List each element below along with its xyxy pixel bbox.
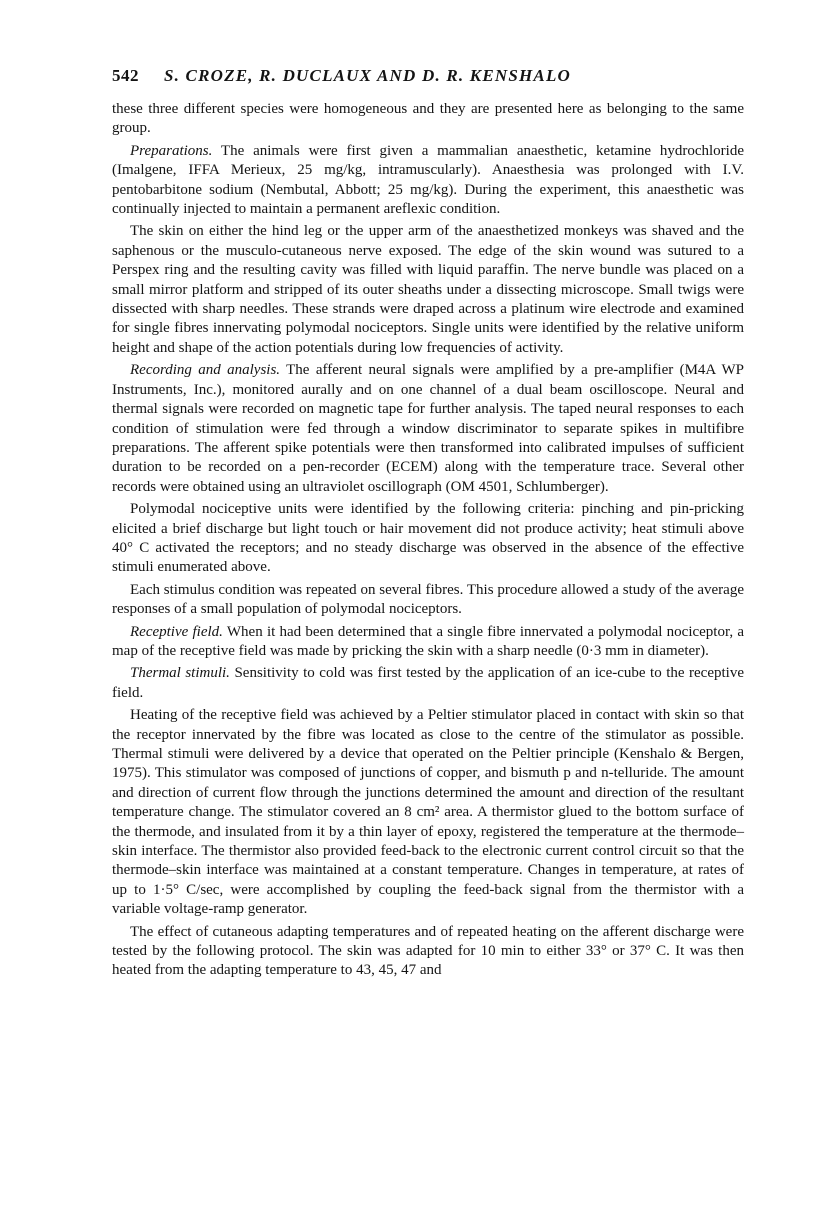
- paper-page: [112, 66, 744, 984]
- paragraph-receptive-field: Receptive field. When it had been determined that a single fibre innervated a polymodal nociceptor, a map of the receptive field was made by pricking the skin with a sharp needle (0·3 mm in diameter).: [112, 623, 744, 659]
- paragraph: these three different species were homogeneous and they are presented here as belonging to the same group.: [112, 101, 744, 137]
- body-text: [112, 100, 744, 981]
- section-heading: Preparations.: [130, 142, 213, 159]
- running-head-authors: S. CROZE, R. DUCLAUX AND D. R. KENSHALO: [164, 66, 572, 85]
- section-heading: Thermal stimuli.: [130, 665, 230, 682]
- running-header: [112, 66, 744, 96]
- paragraph: Heating of the receptive field was achieved by a Peltier stimulator placed in contact with skin so that the receptor innervated by the fibre was located as close to the centre of the stimulator as possible. Thermal stimuli were delivered by a device that operated on the Peltier principle (Kenshalo & Bergen, 1975). This stimulator was composed of junctions of copper, and bismuth p and n-telluride. The amount and direction of current flow through the junctions determined the amount and direction of the resultant temperature change. The stimulator covered an 8 cm² area. A thermistor glued to the bottom surface of the thermode, and insulated from it by a thin layer of epoxy, registered the temperature at the thermode–skin interface. The thermistor also provided feed-back to the electronic current control circuit so that the thermode–skin interface was maintained at a constant temperature. Changes in temperature, at rates of up to 1·5° C/sec, were accomplished by coupling the feed-back signal from the thermistor with a variable voltage-ramp generator.: [112, 707, 744, 918]
- page-number: 542: [112, 66, 139, 85]
- paragraph-recording-and-analysis: Recording and analysis. The afferent neural signals were amplified by a pre-amplifier (M4A WP Instruments, Inc.), monitored aurally and on one channel of a dual beam oscilloscope. Neural and thermal signals were recorded on magnetic tape for further analysis. The taped neural responses to each condition of stimulation were fed through a window discriminator to separate spikes in multifibre preparations. The afferent spike potentials were then transformed into calibrated impulses of sufficient duration to be recorded on a pen-recorder (ECEM) along with the temperature trace. Several other records were obtained using an ultraviolet oscillograph (OM 4501, Schlumberger).: [112, 362, 744, 495]
- paragraph: The effect of cutaneous adapting temperatures and of repeated heating on the afferent discharge were tested by the following protocol. The skin was adapted for 10 min to either 33° or 37° C. It was then heated from the adapting temperature to 43, 45, 47 and: [112, 923, 744, 979]
- paragraph-thermal-stimuli: Thermal stimuli. Sensitivity to cold was first tested by the application of an ice-cube to the receptive field.: [112, 665, 744, 701]
- paragraph: The skin on either the hind leg or the upper arm of the anaesthetized monkeys was shaved and the saphenous or the musculo-cutaneous nerve exposed. The edge of the skin wound was sutured to a Perspex ring and the resulting cavity was filled with liquid paraffin. The nerve bundle was placed on a small mirror platform and stripped of its outer sheaths under a dissecting microscope. Small twigs were dissected with sharp needles. These strands were draped across a platinum wire electrode and examined for single fibres innervating polymodal nociceptors. Single units were identified by the relative uniform height and shape of the action potentials during low frequencies of activity.: [112, 223, 744, 356]
- section-heading: Recording and analysis.: [130, 362, 281, 379]
- paragraph: Each stimulus condition was repeated on several fibres. This procedure allowed a study of the average responses of a small population of polymodal nociceptors.: [112, 581, 744, 618]
- paragraph: Polymodal nociceptive units were identified by the following criteria: pinching and pin-pricking elicited a brief discharge but light touch or hair movement did not produce activity; heat stimuli above 40° C activated the receptors; and no steady discharge was observed in the absence of the effective stimuli enumerated above.: [112, 501, 744, 576]
- paragraph-preparations: Preparations. The animals were first given a mammalian anaesthetic, ketamine hydrochloride (Imalgene, IFFA Merieux, 25 mg/kg, intramuscularly). Anaesthesia was prolonged with I.V. pentobarbitone sodium (Nembutal, Abbott; 25 mg/kg). During the experiment, this anaesthetic was continually injected to maintain a permanent areflexic condition.: [112, 142, 744, 218]
- section-heading: Receptive field.: [130, 623, 223, 640]
